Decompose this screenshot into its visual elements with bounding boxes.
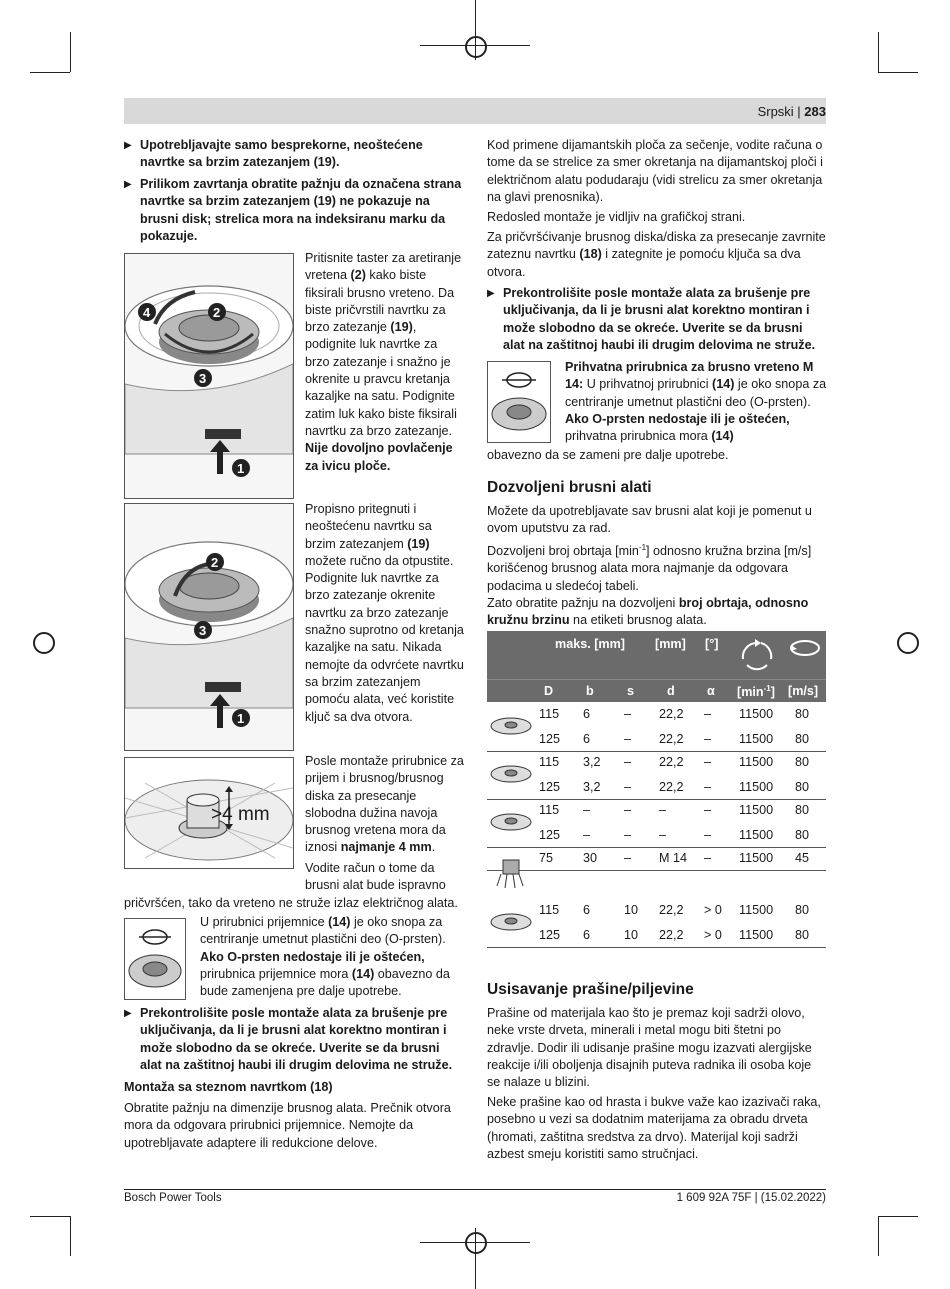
heading-permitted-tools: Dozvoljeni brusni alati (487, 479, 652, 496)
bullet-triangle-icon: ▶ (124, 179, 132, 190)
heading-dust-extraction: Usisavanje prašine/piljevine (487, 981, 694, 998)
table-cell: 22,2 (659, 928, 684, 942)
right-para-3: Za pričvršćivanje brusnog diska/diska za presecanje zavrnite zateznu navrtku (18) i zategnite je pomoću ključa sa dva otvora. (487, 230, 826, 279)
table-cell: 11500 (739, 803, 774, 817)
table-cell: – (624, 803, 632, 817)
table-cell: 11500 (739, 828, 774, 842)
crop-mark (878, 1216, 879, 1256)
table-cell: 80 (795, 928, 810, 942)
table-cell: 80 (795, 707, 810, 721)
spec-table (487, 631, 826, 962)
crop-mark (70, 1216, 71, 1256)
table-row (487, 798, 826, 822)
figure-nut-tightening (124, 253, 294, 499)
rotation-speed-icon (735, 635, 779, 675)
table-cell: 75 (539, 851, 554, 865)
left-bullet-3: ▶ Prekontrolišite posle montaže alata za brušenje pre uključivanja, da li je brusni alat korektno montiran i može slobodno da se okreće. Uverite se da brusni alat na zaštitnoj haubi ili drugim delovima ne struže. (124, 1006, 453, 1072)
svg-text:2: 2 (213, 305, 221, 320)
right-para-4: Možete da upotrebljavate sav brusni alat koji je pomenut u ovom uputstvu za rad. (487, 504, 812, 536)
table-cell: – (624, 755, 632, 769)
table-cell: 115 (539, 707, 560, 721)
table-cell: 115 (539, 903, 560, 917)
table-cell: 22,2 (659, 903, 684, 917)
crop-mark (30, 1216, 70, 1217)
grinding-disc-icon (489, 754, 533, 794)
figure-flange-o-ring (124, 918, 186, 1000)
svg-text:1: 1 (237, 711, 245, 726)
table-cell: – (704, 851, 712, 865)
svg-text:1: 1 (237, 461, 245, 476)
table-cell: – (583, 828, 591, 842)
table-cell: 80 (795, 828, 810, 842)
thread-length-label: >4 mm (211, 804, 270, 825)
fig1-caption: Pritisnite taster za aretiranje vretena (2) kako biste fiksirali brusno vreteno. Da biste pričvrstili navrtku za brzo zatezanje (19), podignite luk navrtke za brzo zatezanje i snažno je okrenite u pravcu kretanja kazaljke na satu. Podignite zatim luk kako biste fiksirali navrtku za brzo zatezanje. Nije dovoljno povlačenje za ivicu ploče. (305, 251, 462, 473)
table-row (487, 750, 826, 774)
table-cell: – (583, 803, 591, 817)
table-cell: 11500 (739, 732, 774, 746)
crop-mark (30, 72, 70, 73)
flange-paragraph-end: obavezno da se zameni pre dalje upotrebe. (487, 448, 729, 462)
table-cell: 11500 (739, 928, 774, 942)
table-cell: 6 (583, 928, 591, 942)
table-cell: > 0 (704, 903, 722, 917)
table-cell: 10 (624, 903, 639, 917)
table-cell: – (704, 828, 712, 842)
table-cell: 80 (795, 780, 810, 794)
table-cell: 125 (539, 780, 561, 794)
table-cell: – (624, 732, 632, 746)
footer-brand: Bosch Power Tools (124, 1192, 222, 1204)
page-header: Srpski | 283 (757, 104, 826, 119)
receiving-flange-icon (488, 362, 550, 442)
table-cell: 80 (795, 803, 810, 817)
table-cell: – (624, 851, 632, 865)
figure-nut-loosening (124, 503, 294, 751)
diamond-disc-icon (489, 902, 533, 942)
bullet-triangle-icon: ▶ (124, 1008, 132, 1019)
crop-mark (878, 1216, 918, 1217)
footer-rule (124, 1189, 826, 1190)
table-row (487, 702, 826, 726)
table-cell: 125 (539, 928, 561, 942)
crop-mark (420, 45, 530, 46)
table-row (487, 898, 826, 922)
table-cell: 22,2 (659, 732, 684, 746)
fig3-caption-end: pričvršćen, tako da vreteno ne struže izlaz električnog alata. (124, 896, 458, 910)
cup-brush-icon (489, 850, 533, 894)
left-bullet-2: ▶ Prilikom zavrtanja obratite pažnju da označena strana navrtke sa brzim zatezanjem (19) ne pokazuje na brusni disk; strelica mora na indeksiranu marku da pokazuje. (124, 177, 462, 243)
table-cell: 6 (583, 903, 591, 917)
right-para-2: Redosled montaže je vidljiv na grafičkoj strani. (487, 210, 746, 224)
spec-table-head-2: D b s d α $[\min^{-1}]$ [m/s] (487, 679, 826, 702)
table-row (487, 923, 826, 948)
table-cell: – (704, 755, 712, 769)
table-cell: 115 (539, 803, 560, 817)
table-cell: 80 (795, 732, 810, 746)
fig3-caption: Posle montaže prirubnice za prijem i brusnog/brusnog diska za presecanje slobodna dužina navoja brusnog vretena mora da iznosi najmanje 4 mm. (305, 754, 464, 855)
table-cell: > 0 (704, 928, 722, 942)
table-cell: 11500 (739, 755, 774, 769)
svg-text:3: 3 (199, 371, 207, 386)
table-cell: 80 (795, 755, 810, 769)
table-cell: 3,2 (583, 780, 601, 794)
right-bullet: ▶ Prekontrolišite posle montaže alata za brušenje pre uključivanja, da li je brusni alat korektno montiran i može slobodno da se okreće. Uverite se da brusni alat na zaštitnoj haubi ili drugim delovima ne struže. (487, 286, 816, 352)
table-cell: 22,2 (659, 755, 684, 769)
crop-mark (878, 32, 879, 72)
fig4-caption: U prirubnici prijemnice (14) je oko snopa za centriranje umetnut plastični deo (O-prsten). Ako O-prsten nedostaje ili je oštećen, prirubnica prijemnice mora (14) obavezno da bude zamenjena pre dalje upotrebe. (200, 915, 450, 999)
circumferential-speed-icon (787, 637, 823, 659)
table-row (487, 846, 826, 871)
table-cell: 30 (583, 851, 598, 865)
table-cell: 6 (583, 732, 591, 746)
nut-tightening-illustration (125, 254, 293, 498)
table-cell: – (659, 828, 667, 842)
fig2-caption: Propisno pritegnuti i neoštećenu navrtku sa brzim zatezanjem (19) možete ručno da otpustite. Podignite luk navrtke za brzo zatezanje okrenite navrtku za brzo zatezanje snažno suprotno od kretanja kazaljke na satu. Nikada nemojte da odvrćete navrtku sa brzim zatezanjem pomoću alata, već koristite ključ sa dva otvora. (305, 502, 464, 724)
svg-text:4: 4 (143, 305, 151, 320)
table-cell: 22,2 (659, 780, 684, 794)
registration-mark (465, 1232, 487, 1254)
right-para-8: Neke prašine kao od hrasta i bukve važe kao izazivači raka, posebno u vezi sa dodatnim materijama za obradu drveta (hromati, zaštitna sredstva za drvo). Materijal koji sadrži azbest smeju koristiti samo stručnjaci. (487, 1095, 821, 1161)
table-row (487, 775, 826, 800)
table-cell: – (624, 707, 632, 721)
table-cell: – (704, 780, 712, 794)
registration-mark (465, 36, 487, 58)
table-cell: – (624, 780, 632, 794)
spec-table-body (487, 702, 826, 962)
table-cell: 11500 (739, 851, 774, 865)
clamping-nut-paragraph: Obratite pažnju na dimenzije brusnog alata. Prečnik otvora mora da odgovara prirubnici prijemnice. Nemojte da upotrebljavate adaptere ili redukcione delove. (124, 1101, 451, 1150)
svg-text:2: 2 (211, 555, 219, 570)
nut-loosening-illustration (125, 504, 293, 750)
crop-mark (878, 72, 918, 73)
header-bar (124, 98, 826, 124)
registration-mark (33, 632, 55, 654)
crop-mark (420, 1242, 530, 1243)
table-cell: – (659, 803, 667, 817)
table-cell: 3,2 (583, 755, 601, 769)
table-cell: 10 (624, 928, 639, 942)
table-cell: – (704, 732, 712, 746)
bullet-triangle-icon: ▶ (487, 288, 495, 299)
right-para-1: Kod primene dijamantskih ploča za sečenje, vodite računa o tome da se strelice za smer okretanja na dijamantskoj ploči i električnom alatu podudaraju (vidi strelicu za smer okretanja na glavi prenosnika). (487, 138, 823, 204)
right-para-6: Zato obratite pažnju na dozvoljeni broj obrtaja, odnosno kružnu brzinu na etiketi brusnog alata. (487, 596, 809, 628)
flange-o-ring-icon (125, 919, 185, 999)
table-cell: 125 (539, 732, 561, 746)
footer-docnum: 1 609 92A 75F | (15.02.2022) (676, 1192, 826, 1204)
svg-text:3: 3 (199, 623, 207, 638)
grinding-disc-icon (489, 706, 533, 746)
table-row (487, 823, 826, 848)
right-para-5: Dozvoljeni broj obrtaja $[\min^{-1}]$ odnosno kružna brzina [m/s] korišćenog brusnog alata mora najmanje da odgovara podacima u sledećoj tabeli. (487, 543, 812, 593)
spec-table-head-1: maks. [mm] [mm] [°] (487, 631, 826, 679)
subheading-clamping-nut: Montaža sa steznom navrtkom (18) (124, 1080, 333, 1094)
left-bullet-1: ▶ Upotrebljavajte samo besprekorne, neoštećene navrtke sa brzim zatezanjem (19). (124, 138, 423, 170)
fig3-caption-cont: Vodite račun o tome da brusni alat bude ispravno (305, 861, 446, 893)
grinding-disc-icon (489, 802, 533, 842)
header-language: Srpski (757, 104, 794, 119)
bullet-triangle-icon: ▶ (124, 140, 132, 151)
registration-mark (897, 632, 919, 654)
figure-receiving-flange (487, 361, 551, 443)
table-cell: 125 (539, 828, 561, 842)
table-cell: 80 (795, 903, 810, 917)
flange-paragraph: Prihvatna prirubnica za brusno vreteno M 14: U prihvatnoj prirubnici (14) je oko snopa za centriranje umetnut plastični deo (O-prsten). Ako O-prsten nedostaje ili je oštećen, prihvatna prirubnica mora (14) (565, 360, 827, 444)
table-cell: – (704, 803, 712, 817)
page-number: 283 (804, 104, 826, 119)
table-cell: M 14 (659, 851, 687, 865)
table-cell: – (704, 707, 712, 721)
table-cell: 6 (583, 707, 591, 721)
table-cell: 11500 (739, 903, 774, 917)
table-cell: 11500 (739, 707, 774, 721)
table-cell: 22,2 (659, 707, 684, 721)
table-cell: 11500 (739, 780, 774, 794)
table-row (487, 727, 826, 752)
figure-thread-length (124, 757, 294, 869)
right-para-7: Prašine od materijala kao što je premaz koji sadrži olovo, neke vrste drveta, minerali i metal mogu biti štetni po zdravlje. Dodir ili udisanje prašine mogu izazvati alergijske reakcije i/ili oboljenja disajnih puteva radnika ili osoba koje se nalaze u blizini. (487, 1006, 812, 1090)
crop-mark (70, 32, 71, 72)
table-cell: 115 (539, 755, 560, 769)
table-cell: – (624, 828, 632, 842)
table-cell: 45 (795, 851, 810, 865)
